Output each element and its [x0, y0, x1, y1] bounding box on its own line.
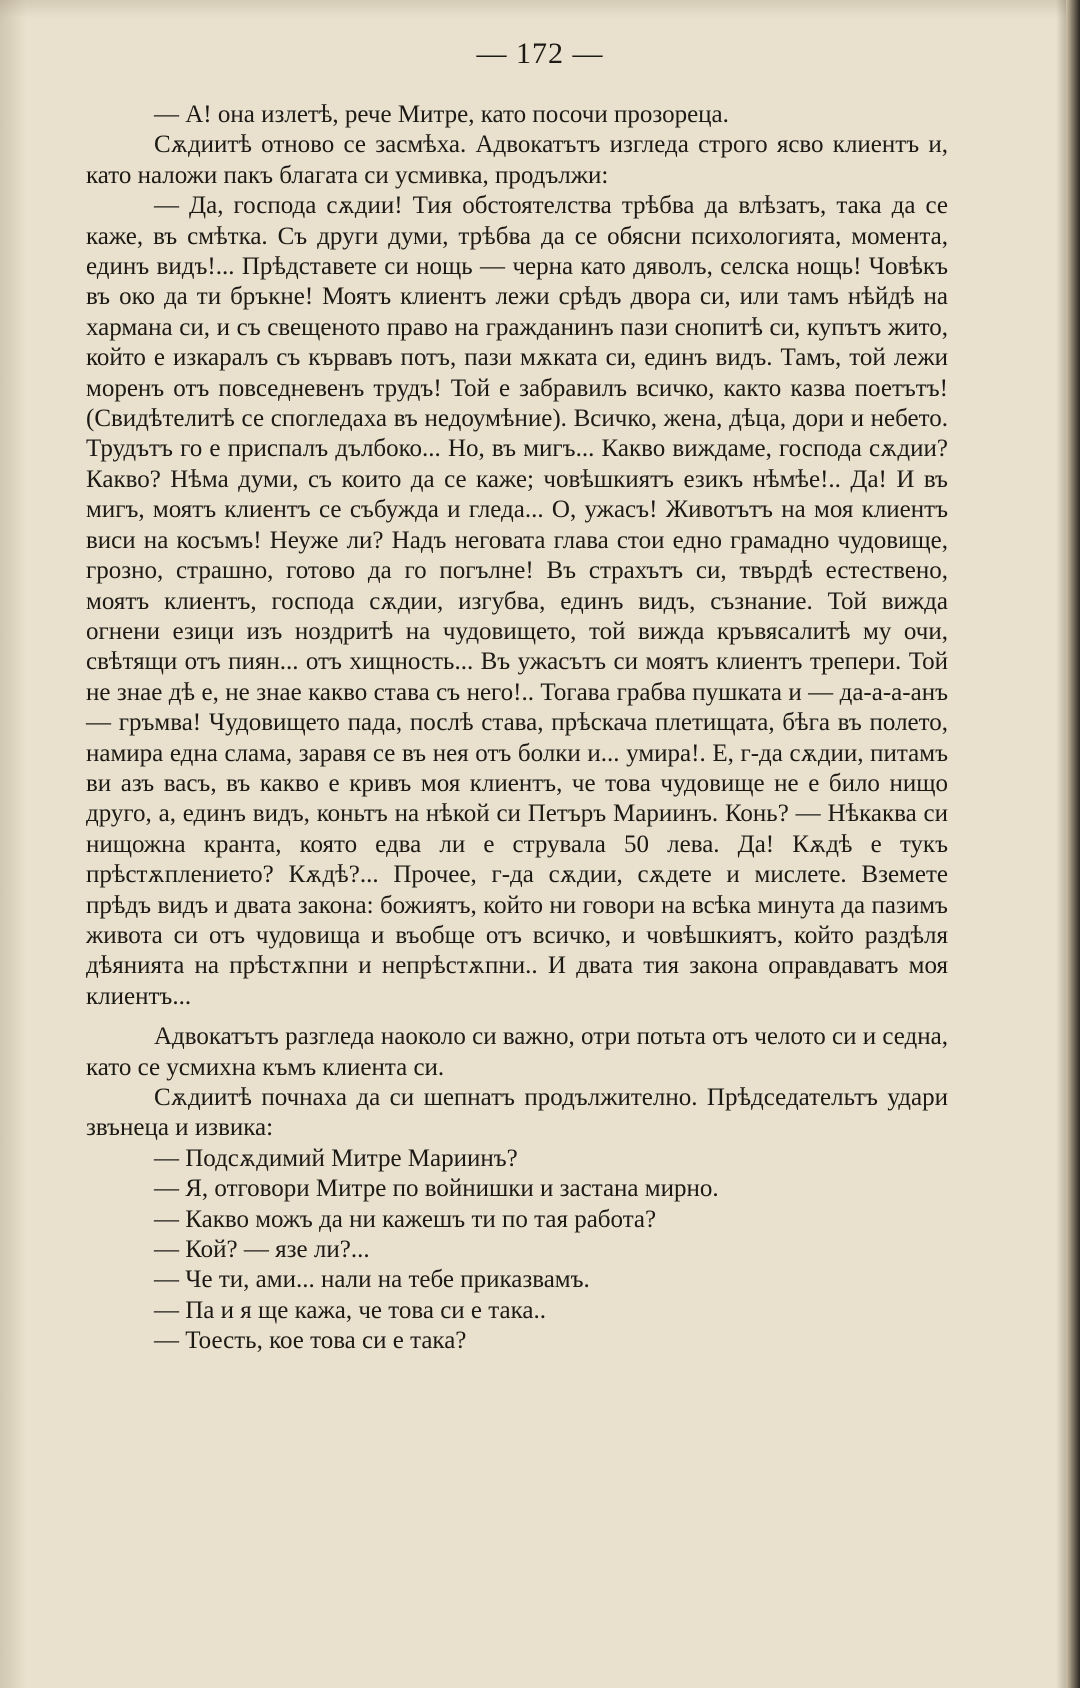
lawyer-speech-paragraph: — Да, господа сѫдии! Тия обстоятелства трѣбва да влѣзатъ, така да се каже, въ смѣтка. Съ други думи, трѣбва да се обясни психологията, момента, единъ видъ!... Прѣдставете си нощь — черна като дяволъ, селска нощь! Човѣкъ въ око да ти бръкне! Моятъ клиентъ лежи срѣдъ двора си, или тамъ нѣйдѣ на хармана си, и съ свещеното право на гражданинъ пази снопитѣ си, купътъ жито, който е изкаралъ съ кървавъ потъ, пази мѫката си, единъ видъ. Тамъ, той лежи моренъ отъ повседневенъ трудъ! Той е забравилъ всичко, както казва поетътъ! (Свидѣтелитѣ се спогледаха въ недоумѣние). Всичко, жена, дѣца, дори и небето. Трудътъ го е приспалъ дълбоко... Но, въ мигъ... Какво виждаме, господа сѫдии? Какво? Нѣма думи, съ които да се каже; човѣшкиятъ езикъ нѣмѣе!.. Да! И въ мигъ, моятъ клиентъ се събужда и гледа... О, ужасъ! Животътъ на моя клиентъ виси на косъмъ! Неуже ли? Надъ неговата глава стои едно грамадно чудовище, грозно, страшно, готово да го погълне! Въ страхътъ си, твърдѣ естествено, моятъ клиентъ, господа сѫдии, изгубва, единъ видъ, съзнание. Той вижда огнени езици изъ ноздритѣ на чудовището, той вижда кръвясалитѣ му очи, свѣтящи отъ пиян... отъ хищность... Въ ужасътъ си моятъ клиентъ трепери. Той не знае дѣ е, не знае какво става съ него!.. Тогава грабва пушката и — да-а-а-анъ — гръмва! Чудовището пада, послѣ става, прѣскача плетищата, бѣга въ полето, намира една слама, заравя се въ нея отъ болки и... умира!. Е, г-да сѫдии, питамъ ви азъ васъ, въ какво е кривъ моя клиентъ, че това чудовище не е било нищо друго, а, единъ видъ, коньтъ на нѣкой си Петъръ Мариинъ. Конь? — Нѣкаква си нищожна кранта, която едва ли е струвала 50 лева. Да! Кѫдѣ е тукъ прѣстѫплението? Кѫдѣ?... Прочее, г-да сѫдии, сѫдете и мислете. Вземете прѣдъ видъ и двата закона: божиятъ, който ни говори на всѣка минута да пазимъ живота си отъ чудовища и въобще отъ всичко, и човѣшкиятъ, който раздѣля дѣянията на прѣстѫпни и непрѣстѫпни.. И двата тия закона оправдаватъ моя клиентъ...: [86, 192, 948, 1010]
paragraph: Сѫдиитѣ отново се засмѣха. Адвокатътъ изгледа строго ясво клиентъ и, като наложи пакъ благата си усмивка, продължи:: [86, 131, 948, 189]
scan-shadow-left: [0, 0, 26, 1688]
dialogue-line: — Па и я ще кажа, че това си е така..: [154, 1296, 546, 1324]
dialogue-line: — Подсѫдимий Митре Мариинъ?: [154, 1144, 518, 1172]
dialogue-line: — Че ти, ами... нали на тебе приказвамъ.: [154, 1266, 590, 1294]
paragraph: — А! она излетѣ, рече Митре, като посочи прозореца.: [154, 101, 729, 128]
binding-shadow: [1056, 0, 1066, 1688]
page-edge: [1066, 0, 1080, 1688]
scan-shadow-top: [0, 0, 1080, 18]
dialogue-line: — Тоесть, кое това си е така?: [154, 1327, 467, 1355]
paragraph: Адвокатътъ разгледа наоколо си важно, отри потьта отъ челото си и седна, като се усмихна къмъ клиента си.: [86, 1023, 948, 1081]
dialogue-line: — Я, отговори Митре по войнишки и застана мирно.: [154, 1175, 719, 1203]
paragraph: Сѫдиитѣ почнаха да си шепнатъ продължително. Прѣдседательтъ удари звънеца и извика:: [86, 1084, 948, 1142]
page-number: — 172 —: [476, 37, 604, 70]
page-text: [86, 100, 948, 1357]
dialogue-line: — Какво можъ да ни кажешъ ти по тая работа?: [154, 1205, 657, 1233]
dialogue-line: — Кой? — язе ли?...: [154, 1236, 370, 1264]
